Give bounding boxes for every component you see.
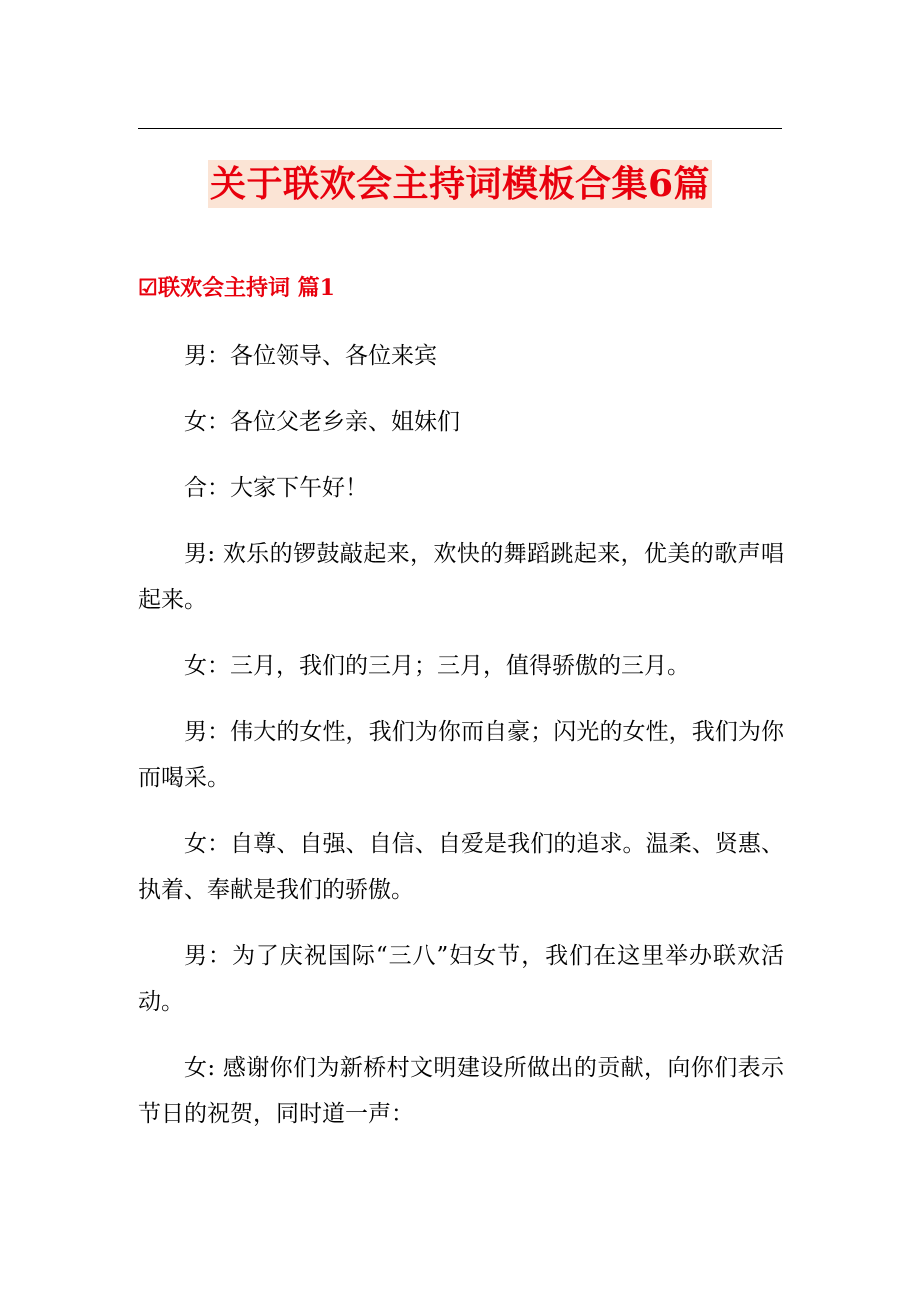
body-text [138,333,784,1157]
title-container [0,160,920,208]
top-rule [138,128,782,129]
section-heading [138,271,335,305]
checkbox-icon: ☑ [138,275,158,301]
paragraph: 男：各位领导、各位来宾 [184,343,437,369]
document-title: 关于联欢会主持词模板合集6篇 [208,160,712,208]
paragraph: 合：大家下午好！ [184,475,368,501]
section-heading-text: 联欢会主持词 篇1 [158,275,335,301]
paragraph: 男：伟大的女性，我们为你而自豪；闪光的女性，我们为你而喝采。 [138,719,784,791]
paragraph: 女: 感谢你们为新桥村文明建设所做出的贡献，向你们表示节日的祝贺，同时道一声： [138,1055,784,1127]
paragraph: 女：三月，我们的三月；三月，值得骄傲的三月。 [184,653,690,679]
paragraph: 女：自尊、自强、自信、自爱是我们的追求。温柔、贤惠、执着、奉献是我们的骄傲。 [138,831,784,903]
paragraph: 男：为了庆祝国际“三八”妇女节，我们在这里举办联欢活动。 [138,943,784,1015]
paragraph: 男: 欢乐的锣鼓敲起来，欢快的舞蹈跳起来，优美的歌声唱起来。 [138,541,784,613]
paragraph: 女：各位父老乡亲、姐妹们 [184,409,460,435]
